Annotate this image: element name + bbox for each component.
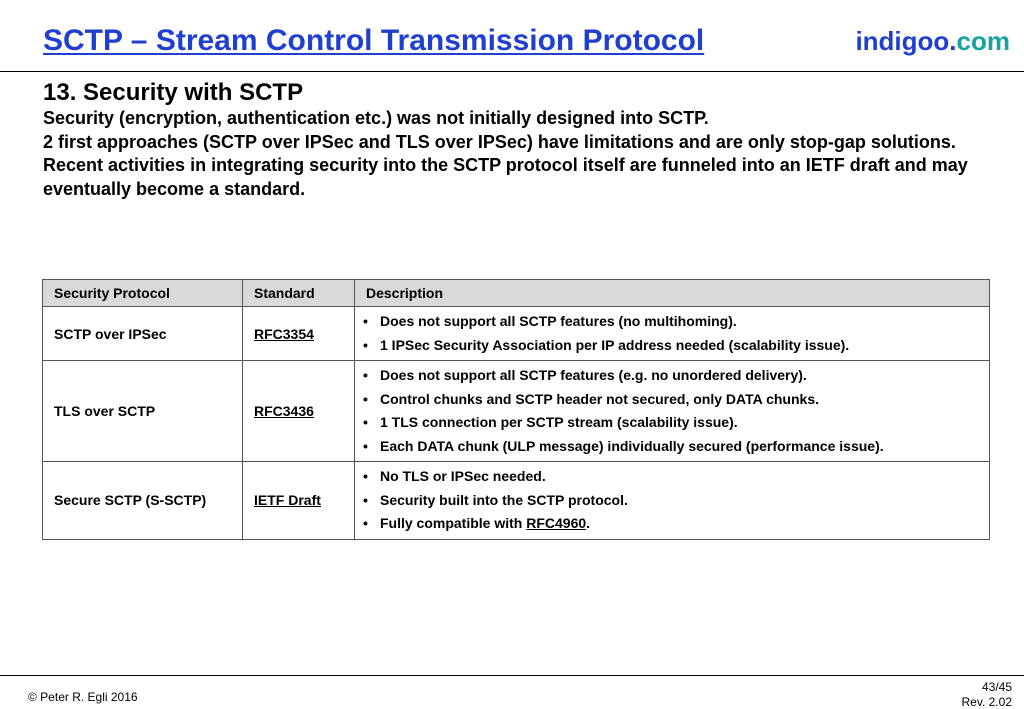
table-row [43, 361, 990, 462]
protocol-cell: TLS over SCTP [43, 361, 243, 462]
standard-cell [243, 462, 355, 540]
description-item: • Does not support all SCTP features (e.g. no unordered delivery). [363, 364, 979, 388]
description-item: • 1 TLS connection per SCTP stream (scalability issue). [363, 411, 979, 435]
brand-tld: com [956, 26, 1010, 56]
section-paragraph: 2 first approaches (SCTP over IPSec and TLS over IPSec) have limitations and are only stop-gap solutions. [43, 131, 956, 152]
footer-divider [0, 675, 1024, 676]
description-cell [355, 361, 990, 462]
description-list [363, 310, 979, 357]
description-list [363, 465, 979, 536]
revision-label: Rev. 2.02 [961, 695, 1012, 709]
table-row [43, 462, 990, 540]
protocol-cell: Secure SCTP (S-SCTP) [43, 462, 243, 540]
copyright-text: © Peter R. Egli 2016 [28, 690, 138, 704]
slide-header [0, 0, 1024, 72]
description-item: • No TLS or IPSec needed. [363, 465, 979, 489]
standard-link[interactable]: RFC3436 [254, 403, 314, 419]
standard-link[interactable]: IETF Draft [254, 492, 321, 509]
standard-cell [243, 307, 355, 361]
description-item: • Does not support all SCTP features (no multihoming). [363, 310, 979, 334]
standard-link[interactable]: RFC3354 [254, 325, 314, 342]
protocol-cell: SCTP over IPSec [43, 307, 243, 361]
slide-title: SCTP – Stream Control Transmission Protocol [43, 24, 705, 57]
description-item: • Control chunks and SCTP header not secured, only DATA chunks. [363, 388, 979, 412]
rfc-link[interactable]: RFC4960 [526, 515, 587, 531]
description-text: Fully compatible with [380, 515, 527, 531]
description-text: . [586, 515, 591, 531]
standard-cell [243, 361, 355, 462]
section-heading: 13. Security with SCTP [43, 79, 304, 106]
description-item: • Security built into the SCTP protocol. [363, 489, 979, 513]
section-content [43, 79, 993, 201]
page-number: 43/45 [981, 680, 1012, 694]
table-row [43, 307, 990, 361]
section-paragraph: Recent activities in integrating security into the SCTP protocol itself are funneled into an IETF draft and may eventually become a standard. [43, 155, 968, 199]
column-header-standard: Standard [243, 280, 355, 307]
table-header-row [43, 280, 990, 307]
description-cell [355, 462, 990, 540]
page-info [962, 680, 1012, 709]
section-paragraph: Security (encryption, authentication etc.) was not initially designed into SCTP. [43, 108, 709, 128]
column-header-protocol: Security Protocol [43, 280, 243, 307]
brand-name: indigoo. [855, 26, 957, 56]
brand-logo [855, 26, 1010, 57]
description-list [363, 364, 979, 458]
description-item [363, 512, 979, 536]
description-item: • Each DATA chunk (ULP message) individually secured (performance issue). [363, 435, 979, 459]
security-protocols-table [42, 279, 990, 540]
description-cell [355, 307, 990, 361]
description-item: • 1 IPSec Security Association per IP address needed (scalability issue). [363, 334, 979, 358]
column-header-description: Description [355, 280, 990, 307]
